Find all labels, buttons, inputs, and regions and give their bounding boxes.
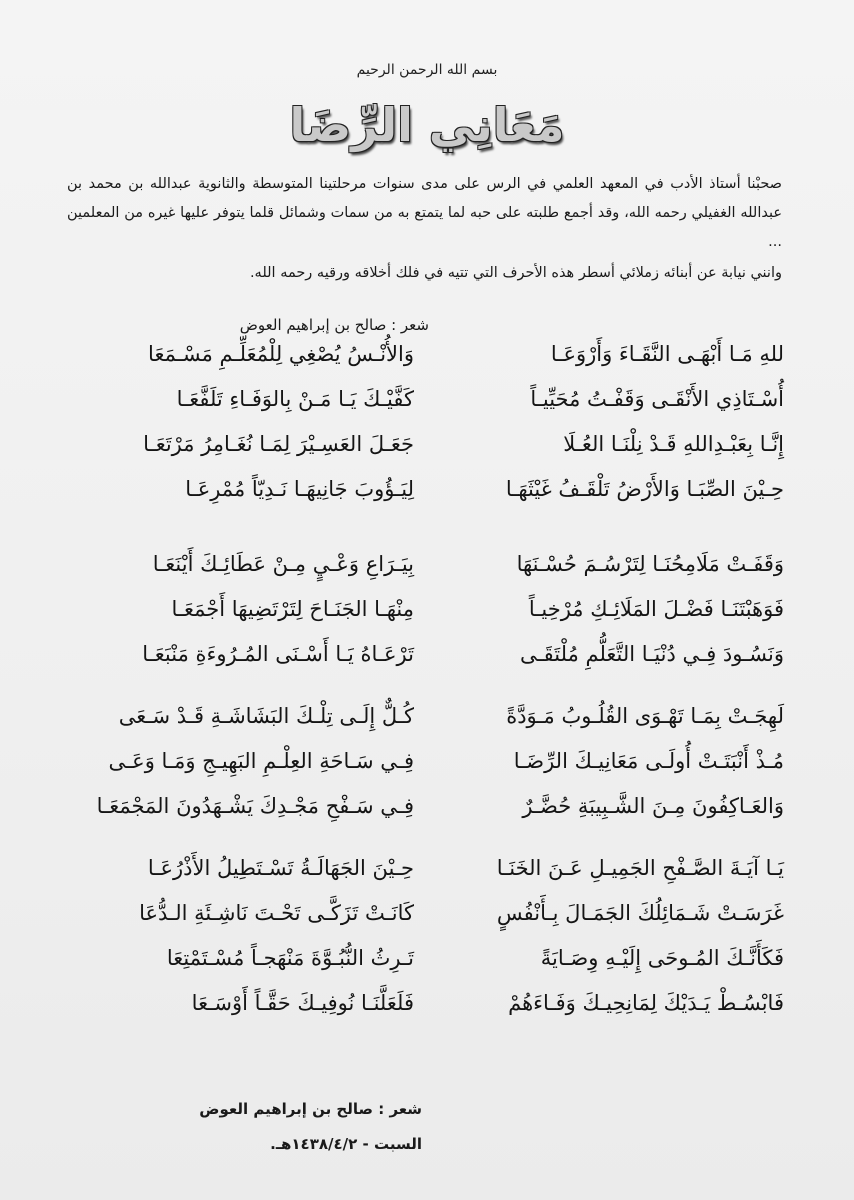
verse-second-hemistich: تَـرِثُ النُّبُـوَّةَ مَنْهَجـاً مُسْـتَمْتِعَا (166, 946, 414, 970)
verse-first-hemistich: إِنَّـا بِعَبْـدِاللهِ قَـدْ نِلْنَـا العُـلَا (563, 432, 784, 456)
verse-second-hemistich: كَفَّيْـكَ يَـا مَـنْ بِالوَفَـاءِ تَلَفَّعَـا (176, 387, 414, 411)
verse-second-hemistich: تَرْعَـاهُ يَـا أَسْـنَى المُـرُوءَةِ مَنْبَعَـا (142, 642, 414, 666)
verse-first-hemistich: فَكَأَنَّـكَ المُـوحَى إِلَيْـهِ وِصَـايَةً (540, 946, 784, 970)
verse-second-hemistich: فَلَعَلَّنَـا نُوفِيـكَ حَقَّـاً أَوْسَـعَا (191, 991, 414, 1015)
verse-first-hemistich: فَوَهَبْتَنَـا فَضْـلَ المَلَائِـكِ مُرْخِيـاً (528, 597, 784, 621)
verse-first-hemistich: يَـا آيَـةَ الصَّـفْحِ الجَمِيـلِ عَـنَ الخَنَـا (496, 856, 784, 880)
verse-second-hemistich: جَعَـلَ العَسِـيْرَ لِمَـا نُغَـامِرُ مَرْتَعَـا (143, 432, 414, 456)
verse-first-hemistich: لَهِجَـتْ بِمَـا تَهْـوَى القُلُـوبُ مَـوَدَّةً (506, 704, 784, 728)
verse-first-hemistich: فَابْسُـطْ يَـدَيْكَ لِمَانِحِيـكَ وَفَـاءَهُمْ (508, 991, 784, 1015)
poem-title: مَعَانِي الرِّضَا (289, 98, 565, 152)
poet-signature: شعر : صالح بن إبراهيم العوض (199, 1100, 422, 1118)
intro-paragraph: وانني نيابة عن أبنائه زملائي أسطر هذه الأحرف التي تتيه في فلك أخلاقه ورقيه رحمه الله. (249, 265, 782, 281)
date-line: السبت - ١٤٣٨/٤/٢هـ. (270, 1135, 422, 1153)
verse-second-hemistich: كُـلٌّ إِلَـى تِلْـكَ البَشَاشَـةِ قَـدْ سَـعَى (118, 704, 414, 728)
verse-second-hemistich: وَالأُنْـسُ يُصْغِي لِلْمُعَلِّـمِ مَسْـمَعَا (148, 342, 414, 366)
verse-first-hemistich: وَقَفَـتْ مَلَامِحُنَـا لِتَرْسُـمَ حُسْـنَهَا (516, 552, 784, 576)
verse-first-hemistich: مُـذْ أَنْبَتَـتْ أُولَـى مَعَانِيـكَ الرِّضَـا (513, 749, 784, 773)
verse-second-hemistich: بِيَـرَاعِ وَعْـيٍ مِـنْ عَطَائِـكَ أَيْنَعَـا (152, 552, 414, 576)
verse-second-hemistich: حِـيْنَ الجَهَالَـةُ تَسْـتَطِيلُ الأَذْرُعَـا (147, 856, 414, 880)
basmala: بسم الله الرحمن الرحيم (356, 62, 498, 78)
verse-first-hemistich: أُسْـتَاذِي الأَنْقَـى وَقَفْـتُ مُحَيِّيـاً (530, 387, 784, 411)
intro-paragraph: صحبْنا أستاذ الأدب في المعهد العلمي في الرس على مدى سنوات مرحلتينا المتوسطة والثانوية عبدالله بن محمد بن عبدالله الغفيلي رحمه الله، وقد أجمع طلبته على حبه لما يتمتع به من سمات وشمائل قلما يتوفر عليها غيره من المعلمين ... (67, 176, 782, 250)
verse-first-hemistich: وَنَسُـودَ فِـي دُنْيَـا التَّعَلُّمِ مُلْتَقَـى (520, 642, 784, 666)
verse-first-hemistich: للهِ مَـا أَبْهَـى النَّقَـاءَ وَأَرْوَعَـا (550, 342, 784, 366)
verse-first-hemistich: حِـيْنَ الصِّبَـا وَالأَرْضُ تَلْقَـفُ غَيْثَهَـا (505, 477, 784, 501)
verse-first-hemistich: غَرَسَـتْ شَـمَائِلُكَ الجَمَـالَ بِـأَنْفُسٍ (496, 901, 784, 925)
verse-first-hemistich: وَالعَـاكِفُونَ مِـنَ الشَّـبِيبَةِ حُضَّـرٌ (522, 794, 784, 818)
poet-credit: شعر : صالح بن إبراهيم العوض (239, 316, 429, 334)
verse-second-hemistich: لِيَـؤُوبَ جَانِيهَـا نَـدِيّاً مُمْرِعَـا (185, 477, 414, 501)
verse-second-hemistich: مِنْهَـا الجَنَـاحَ لِتَرْتَضِيهَا أَجْمَعَـا (171, 597, 414, 621)
verse-second-hemistich: كَانَـتْ تَزَكَّـى تَحْـتَ نَاشِـئَةِ الـدُّعَا (139, 901, 414, 925)
intro-text (67, 170, 782, 288)
verse-second-hemistich: فِـي سَـفْحِ مَجْـدِكَ يَشْـهَدُونَ المَجْمَعَـا (96, 794, 414, 818)
verse-second-hemistich: فِـي سَـاحَةِ العِلْـمِ البَهِيـجِ وَمَـا وَعَـى (108, 749, 414, 773)
